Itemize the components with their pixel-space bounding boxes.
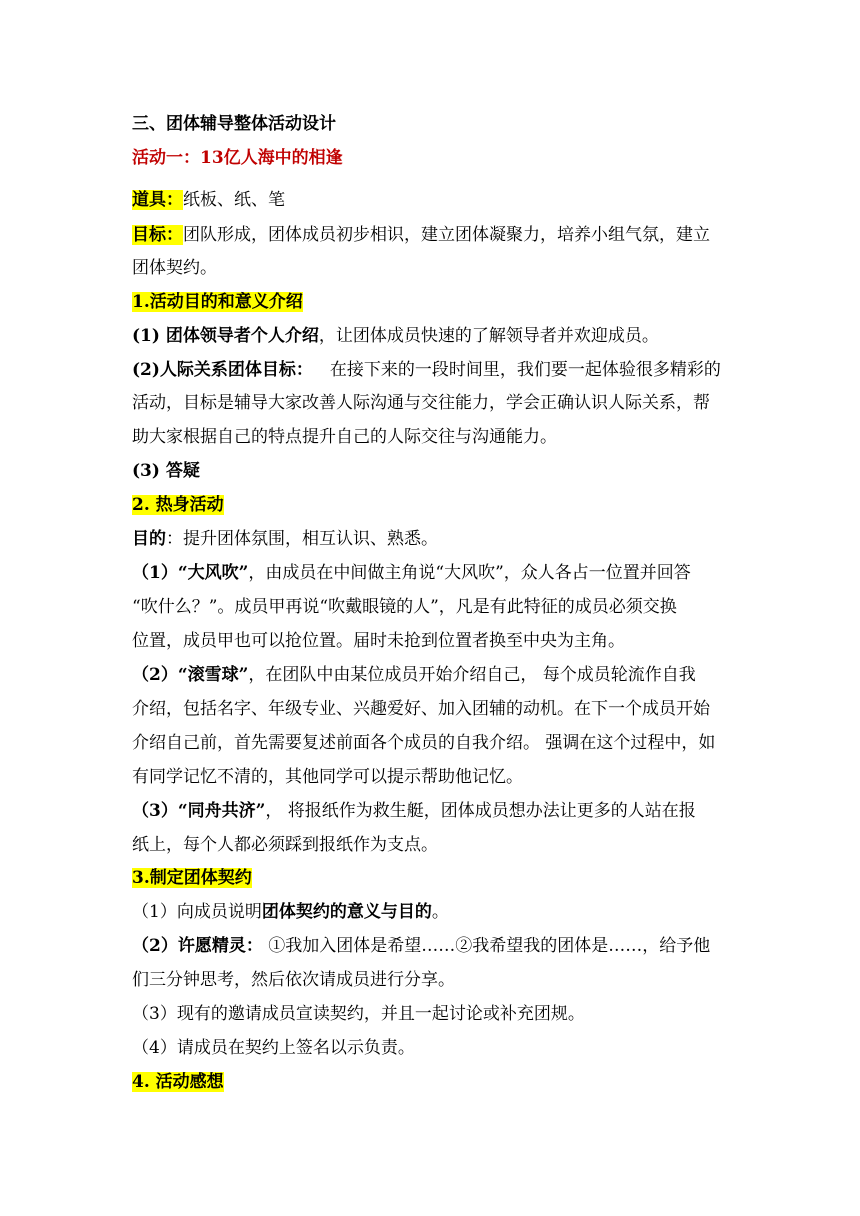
paragraph-2-bold: (2)人际关系团体目标： [132, 360, 313, 380]
game-3-title: （3）“同舟共济” [132, 801, 266, 821]
paragraph-1 [132, 324, 659, 348]
paragraph-2-line-2: 活动，目标是辅导大家改善人际沟通与交往能力，学会正确认识人际关系，帮 [132, 393, 710, 413]
contract-item-2-line-2: 们三分钟思考，然后依次请成员进行分享。 [132, 970, 455, 990]
game-2-line-3: 介绍自己前，首先需要复述前面各个成员的自我介绍。 强调在这个过程中，如 [132, 733, 716, 753]
game-1-line-2: “吹什么？”。成员甲再说“吹戴眼镜的人”，凡是有此特征的成员必须交换 [132, 597, 677, 617]
props-line [132, 188, 285, 212]
section-title: 三、团体辅导整体活动设计 [132, 114, 336, 134]
game-2-title: （2）“滚雪球” [132, 665, 249, 685]
heading-2 [132, 493, 224, 517]
contract-item-3: （3）现有的邀请成员宣读契约，并且一起讨论或补充团规。 [132, 1004, 585, 1024]
paragraph-2-line-1 [132, 358, 721, 382]
contract-item-1-bold: 团体契约的意义与目的 [261, 902, 432, 922]
heading-3 [132, 866, 252, 890]
game-3-text-1: ， 将报纸作为救生艇，团体成员想办法让更多的人站在报 [265, 801, 696, 821]
purpose-text: ：提升团体氛围，相互认识、熟悉。 [166, 529, 438, 549]
game-1-line-3: 位置，成员甲也可以抢位置。届时未抢到位置者换至中央为主角。 [132, 631, 625, 651]
game-2-line-4: 有同学记忆不清的，其他同学可以提示帮助他记忆。 [132, 767, 523, 787]
props-label: 道具： [132, 190, 183, 210]
contract-item-4: （4）请成员在契约上签名以示负责。 [132, 1038, 415, 1058]
heading-4-text: 4. 活动感想 [132, 1072, 224, 1092]
purpose-label: 目的 [132, 529, 166, 549]
game-1-text-1: ，由成员在中间做主角说“大风吹”，众人各占一位置并回答 [248, 563, 691, 583]
goal-line-1 [132, 223, 710, 247]
game-1-title: （1）“大风吹” [132, 563, 249, 583]
heading-3-text: 3.制定团体契约 [132, 868, 252, 888]
heading-1 [132, 290, 303, 314]
contract-item-2-text-1: ①我加入团体是希望……②我希望我的团体是……，给予他 [262, 936, 711, 956]
heading-1-text: 1.活动目的和意义介绍 [132, 292, 303, 312]
heading-2-text: 2. 热身活动 [132, 495, 224, 515]
game-2-line-1 [132, 663, 696, 687]
purpose-line [132, 527, 438, 551]
goal-line-2: 团体契约。 [132, 258, 217, 278]
game-3-line-1 [132, 799, 696, 823]
paragraph-1-text: ，让团体成员快速的了解领导者并欢迎成员。 [318, 326, 659, 346]
contract-item-2-bold: （2）许愿精灵： [132, 936, 263, 956]
game-2-line-2: 介绍，包括名字、年级专业、兴趣爱好、加入团辅的动机。在下一个成员开始 [132, 699, 710, 719]
paragraph-2-line-3: 助大家根据自己的特点提升自己的人际交往与沟通能力。 [132, 427, 557, 447]
heading-4 [132, 1070, 224, 1094]
game-1-line-1 [132, 561, 691, 585]
goal-text-1: 团队形成，团体成员初步相识，建立团体凝聚力，培养小组气氛，建立 [183, 225, 710, 245]
activity-title: 活动一：13亿人海中的相逢 [132, 148, 343, 168]
goal-label: 目标： [132, 225, 183, 245]
contract-item-1-text: （1）向成员说明 [132, 902, 262, 922]
game-2-text-1: ，在团队中由某位成员开始介绍自己， 每个成员轮流作自我 [248, 665, 696, 685]
game-3-line-2: 纸上，每个人都必须踩到报纸作为支点。 [132, 835, 438, 855]
contract-item-1 [132, 900, 449, 924]
contract-item-2-line-1 [132, 934, 710, 958]
paragraph-2-text-1: 在接下来的一段时间里，我们要一起体验很多精彩的 [329, 360, 721, 380]
props-text: 纸板、纸、笔 [183, 190, 285, 210]
contract-item-1-end: 。 [431, 902, 449, 922]
paragraph-3: (3) 答疑 [132, 461, 200, 481]
paragraph-1-bold: (1) 团体领导者个人介绍 [132, 326, 319, 346]
